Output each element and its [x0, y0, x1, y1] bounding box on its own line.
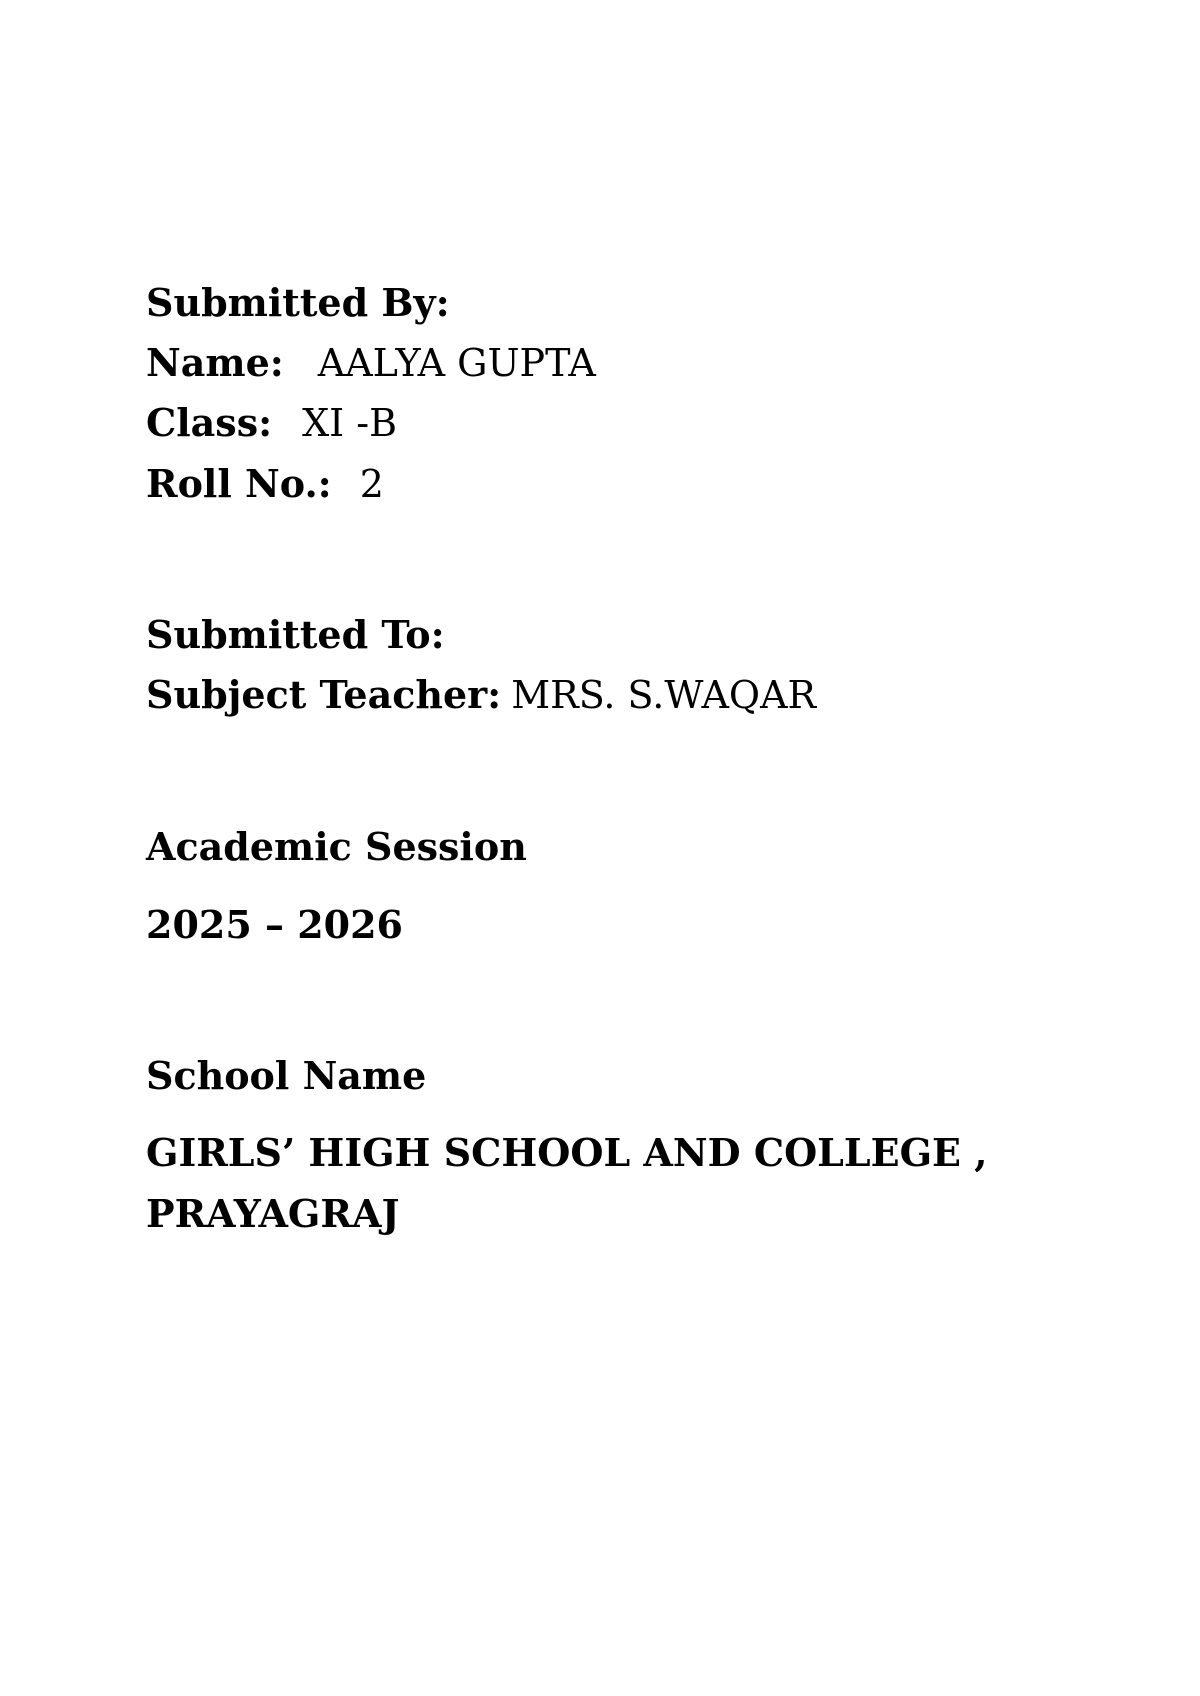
name-label: Name:: [146, 340, 284, 385]
academic-session-heading: Academic Session: [146, 824, 527, 869]
name-value: AALYA GUPTA: [317, 341, 596, 385]
school-name-heading: School Name: [146, 1053, 427, 1098]
name-row: [146, 340, 596, 386]
teacher-label: Subject Teacher:: [146, 672, 502, 717]
teacher-row: [146, 672, 816, 718]
teacher-value: MRS. S.WAQAR: [511, 673, 817, 717]
class-row: [146, 400, 397, 446]
roll-label: Roll No.:: [146, 461, 332, 506]
roll-row: [146, 461, 384, 507]
academic-session-value: 2025 – 2026: [146, 902, 403, 947]
submitted-by-heading: Submitted By:: [146, 280, 450, 325]
class-value: XI -B: [302, 401, 398, 445]
submitted-to-heading: Submitted To:: [146, 612, 445, 657]
roll-value: 2: [359, 462, 384, 506]
school-name-line-2: PRAYAGRAJ: [146, 1191, 400, 1236]
class-label: Class:: [146, 400, 273, 445]
school-name-line-1: GIRLS’ HIGH SCHOOL AND COLLEGE ,: [146, 1130, 988, 1175]
